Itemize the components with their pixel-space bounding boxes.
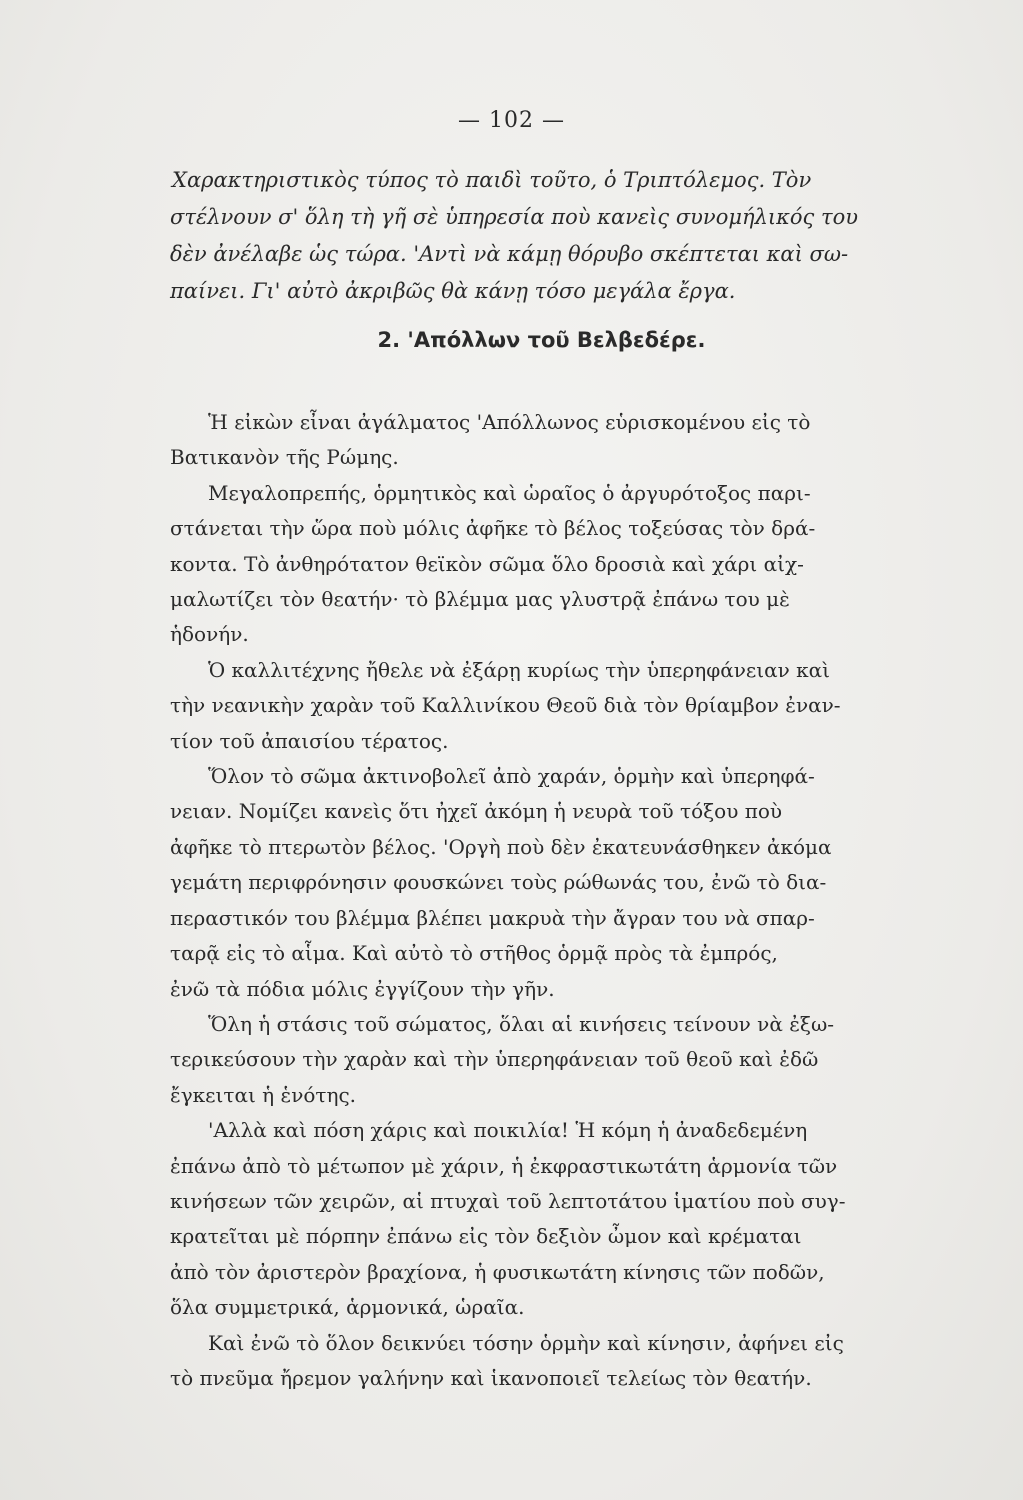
text-line: στέλνουν σ' ὅλη τὴ γῆ σὲ ὑπηρεσία ποὺ κανεὶς συνομήλικός του (170, 205, 858, 229)
text-line: νειαν. Νομίζει κανεὶς ὅτι ἠχεῖ ἀκόμη ἡ νευρὰ τοῦ τόξου ποὺ (170, 799, 783, 824)
text-line: Ὅλη ἡ στάσις τοῦ σώματος, ὅλαι αἱ κινήσεις τείνουν νὰ ἐξω- (208, 1011, 835, 1036)
text-line: περαστικόν του βλέμμα βλέπει μακρυὰ τὴν ἄγραν του νὰ σπαρ- (170, 905, 815, 930)
text-line: Ἡ εἰκὼν εἶναι ἀγάλματος 'Απόλλωνος εὑρισκομένου εἰς τὸ (208, 410, 811, 434)
text-line: κινήσεων τῶν χειρῶν, αἱ πτυχαὶ τοῦ λεπτοτάτου ἱματίου ποὺ συγ- (170, 1188, 846, 1213)
text-line: δὲν ἀνέλαβε ὡς τώρα. 'Αντὶ νὰ κάμῃ θόρυβο σκέπτεται καὶ σω- (170, 242, 849, 266)
text-line: ἡδονήν. (170, 622, 249, 647)
body-text (170, 405, 890, 1396)
text-line: ταρᾷ εἰς τὸ αἷμα. Καὶ αὐτὸ τὸ στῆθος ὁρμᾷ πρὸς τὰ ἐμπρός, (170, 941, 778, 966)
text-line: μαλωτίζει τὸν θεατήν· τὸ βλέμμα μας γλυστρᾷ ἐπάνω του μὲ (170, 587, 790, 612)
text-line: ἀφῆκε τὸ πτερωτὸν βέλος. 'Οργὴ ποὺ δὲν ἐκατευνάσθηκεν ἀκόμα (170, 834, 832, 859)
text-line: ὅλα συμμετρικά, ἁρμονικά, ὡραῖα. (170, 1295, 525, 1320)
text-line: παίνει. Γι' αὐτὸ ἀκριβῶς θὰ κάνῃ τόσο μεγάλα ἔργα. (170, 279, 736, 303)
intro-paragraph (170, 162, 890, 310)
text-line: Χαρακτηριστικὸς τύπος τὸ παιδὶ τοῦτο, ὁ Τριπτόλεμος. Τὸν (172, 168, 812, 192)
page-number: — 102 — (458, 108, 565, 133)
text-line: τὴν νεανικὴν χαρὰν τοῦ Καλλινίκου Θεοῦ διὰ τὸν θρίαμβον ἐναν- (170, 693, 841, 718)
text-line: τίον τοῦ ἀπαισίου τέρατος. (170, 728, 449, 753)
text-line: Μεγαλοπρεπής, ὁρμητικὸς καὶ ὡραῖος ὁ ἀργυρότοξος παρι- (208, 480, 811, 505)
text-line: ἐνῶ τὰ πόδια μόλις ἐγγίζουν τὴν γῆν. (170, 976, 555, 1001)
text-line: Ὁ καλλιτέχνης ἤθελε νὰ ἐξάρῃ κυρίως τὴν ὑπερηφάνειαν καὶ (208, 657, 830, 682)
text-line: 'Αλλὰ καὶ πόση χάρις καὶ ποικιλία! Ἡ κόμη ἡ ἀναδεδεμένη (208, 1118, 808, 1143)
text-line: τὸ πνεῦμα ἤρεμον γαλήνην καὶ ἱκανοποιεῖ τελείως τὸν θεατήν. (170, 1365, 812, 1390)
text-line: Καὶ ἐνῶ τὸ ὅλον δεικνύει τόσην ὁρμὴν καὶ κίνησιν, ἀφήνει εἰς (208, 1330, 844, 1355)
text-line: ἔγκειται ἡ ἑνότης. (170, 1082, 357, 1107)
text-line: Ὅλον τὸ σῶμα ἀκτινοβολεῖ ἀπὸ χαράν, ὁρμὴν καὶ ὑπερηφά- (208, 764, 815, 789)
text-line: ἐπάνω ἀπὸ τὸ μέτωπον μὲ χάριν, ἡ ἐκφραστικωτάτη ἁρμονία τῶν (170, 1153, 838, 1178)
text-line: γεμάτη περιφρόνησιν φουσκώνει τοὺς ρώθωνάς του, ἐνῶ τὸ δια- (170, 870, 827, 895)
text-line: Βατικανὸν τῆς Ρώμης. (170, 445, 399, 470)
text-line: τερικεύσουν τὴν χαρὰν καὶ τὴν ὑπερηφάνειαν τοῦ θεοῦ καὶ ἐδῶ (170, 1047, 819, 1072)
text-line: κρατεῖται μὲ πόρπην ἐπάνω εἰς τὸν δεξιὸν ὦμον καὶ κρέμαται (170, 1224, 802, 1249)
text-line: στάνεται τὴν ὥρα ποὺ μόλις ἀφῆκε τὸ βέλος τοξεύσας τὸν δρά- (170, 516, 816, 541)
section-heading: 2. 'Απόλλων τοῦ Βελβεδέρε. (377, 328, 706, 352)
text-line: ἀπὸ τὸν ἀριστερὸν βραχίονα, ἡ φυσικωτάτη κίνησις τῶν ποδῶν, (170, 1259, 825, 1284)
text-line: κοντα. Τὸ ἀνθηρότατον θεϊκὸν σῶμα ὅλο δροσιὰ καὶ χάρι αἰχ- (170, 551, 804, 576)
